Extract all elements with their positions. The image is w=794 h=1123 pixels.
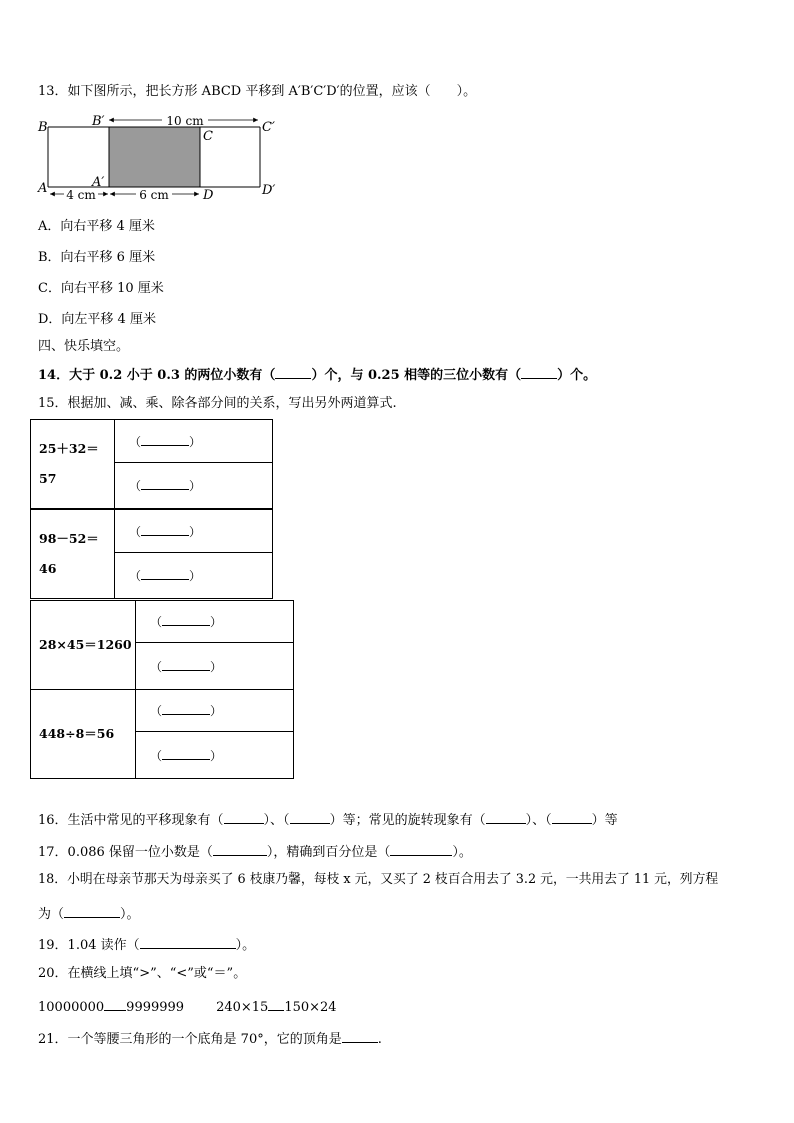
q15-table-1 [30,419,273,509]
q21-blank[interactable] [342,1030,378,1043]
answer-cell[interactable]: （ ） [115,420,273,463]
q18-line-2: 为（ ）。 [38,907,140,922]
answer-cell[interactable]: （ ） [115,510,273,553]
answer-cell[interactable]: （ ） [115,463,273,509]
mid-dimension-label: 6 cm [139,188,169,202]
vertex-label-D-prime: D′ [262,183,276,198]
q16-blank-3[interactable] [486,811,526,824]
vertex-label-B-prime: B′ [92,114,105,129]
top-dimension-label: 10 cm [166,114,204,128]
vertex-label-A-prime: A′ [92,175,105,190]
q16-text: 16．生活中常见的平移现象有（ ）、（ ）等；常见的旋转现象有（ ）、（ ）等 [38,813,618,828]
q18-line-1: 18．小明在母亲节那天为母亲买了 6 枝康乃馨，每枝 x 元，又买了 2 枝百合用去了 3.2 元，一共用去了 11 元，列方程 [38,872,719,887]
equation-cell: 448÷8＝56 [31,690,136,779]
q16-blank-1[interactable] [224,811,264,824]
q19-blank[interactable] [140,936,236,949]
vertex-label-B: B [38,120,48,135]
q20-blank-2[interactable] [268,998,284,1011]
equation-cell: 25＋32＝ 57 [31,420,115,509]
q14-text: 14．大于 0.2 小于 0.3 的两位小数有（ ）个，与 0.25 相等的三位小数有（ ）个。 [38,368,597,383]
q13-option-c[interactable]: C．向右平移 10 厘米 [38,281,164,296]
q13-option-d[interactable]: D．向左平移 4 厘米 [38,312,156,327]
answer-cell[interactable]: （ ） [115,553,273,599]
q20-blank-1[interactable] [104,998,126,1011]
q13-option-a[interactable]: A．向右平移 4 厘米 [38,219,155,234]
equation-cell: 98－52＝ 46 [31,510,115,599]
q15-stem: 15．根据加、减、乘、除各部分间的关系，写出另外两道算式. [38,396,397,411]
equation-cell: 28×45＝1260 [31,601,136,690]
q14-blank-1[interactable] [275,366,311,379]
q15-table-3 [30,600,294,779]
q17-text: 17．0.086 保留一位小数是（ ），精确到百分位是（ ）。 [38,845,472,860]
q16-blank-4[interactable] [552,811,592,824]
q16-blank-2[interactable] [290,811,330,824]
q13-stem: 13．如下图所示，把长方形 ABCD 平移到 A′B′C′D′的位置，应该（ ）。 [38,84,477,99]
vertex-label-C: C [203,129,213,144]
shaded-rectangle [109,127,200,187]
q14-blank-2[interactable] [521,366,557,379]
vertex-label-C-prime: C′ [262,120,275,135]
q20-stem: 20．在横线上填“>”、“<”或“＝”。 [38,966,247,981]
vertex-label-A: A [38,181,48,196]
section-heading: 四、快乐填空。 [38,339,130,354]
q13-option-b[interactable]: B．向右平移 6 厘米 [38,250,156,265]
answer-cell[interactable]: （ ） [136,643,294,690]
vertex-label-D: D [203,188,214,203]
q13-rectangle-figure [30,108,290,208]
q18-blank[interactable] [64,905,120,918]
answer-cell[interactable]: （ ） [136,732,294,779]
q19-text: 19．1.04 读作（ ）。 [38,938,256,953]
q15-table-2 [30,509,273,599]
q20-comparisons: 10000000 9999999 240×15 150×24 [38,1000,337,1015]
answer-cell[interactable]: （ ） [136,690,294,732]
left-dimension-label: 4 cm [66,188,96,202]
q17-blank-1[interactable] [213,843,267,856]
q17-blank-2[interactable] [390,843,452,856]
q21-text: 21．一个等腰三角形的一个底角是 70°，它的顶角是 . [38,1032,382,1047]
answer-cell[interactable]: （ ） [136,601,294,643]
